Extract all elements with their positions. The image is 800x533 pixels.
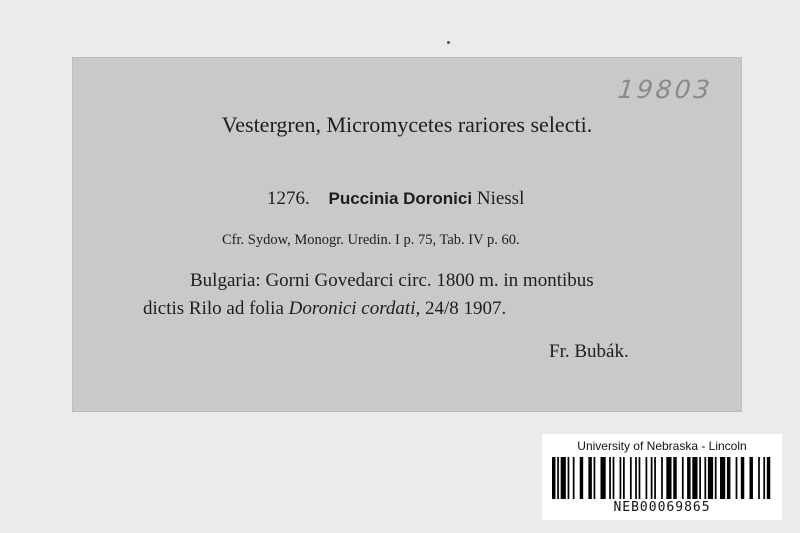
barcode-bar [630,457,632,499]
barcode-bar [613,457,615,499]
species-author: Niessl [476,188,525,209]
locality-line-2 [143,298,506,320]
barcode-bar [557,457,559,499]
exsiccata-line [267,188,524,210]
barcode-bar [623,457,625,499]
barcode-bar [654,457,656,499]
barcode-bar [767,457,770,499]
barcode-bar [635,457,637,499]
barcode-bar [704,457,706,499]
handwritten-accession-number: 19803 [616,75,715,104]
barcode-bar [673,457,676,499]
barcode-bar [741,457,744,499]
barcode-bar [561,457,566,499]
barcode-bar [720,457,725,499]
barcode-bar [715,457,717,499]
barcode-bar [708,457,713,499]
barcode-bar [758,457,760,499]
barcode-bar [646,457,648,499]
barcode-bar [609,457,611,499]
barcode-bar [727,457,730,499]
barcode-label [542,434,782,520]
barcode-bar [661,457,663,499]
locality-line-2-start: dictis Rilo ad folia [143,298,284,319]
barcode-bar [568,457,570,499]
sheet-speck [447,41,450,44]
barcode-image [552,457,772,499]
literature-reference: Cfr. Sydow, Monogr. Uredin. I p. 75, Tab. IV p. 60. [222,232,520,248]
series-title: Vestergren, Micromycetes rariores selecti. [221,112,593,137]
barcode-bar [763,457,765,499]
collection-date: 24/8 1907. [425,298,507,319]
barcode-bar [692,457,697,499]
exsiccata-number: 1276. [267,188,310,209]
barcode-bar [594,457,596,499]
barcode-bar [699,457,701,499]
barcode-bar [682,457,684,499]
barcode-bar [620,457,622,499]
barcode-bar [666,457,671,499]
collector-name: Fr. Bubák. [549,341,629,362]
barcode-bar [601,457,606,499]
barcode-bar [580,457,583,499]
species-name: Puccinia Doronici [328,189,473,208]
barcode-bar [687,457,690,499]
barcode-bar [651,457,653,499]
barcode-bar [573,457,575,499]
locality-line-1: Bulgaria: Gorni Govedarci circ. 1800 m. in montibus [190,270,594,291]
host-plant: Doronici cordati, [288,298,421,319]
barcode-bar [639,457,641,499]
specimen-label [72,57,742,412]
barcode-number: NEB00069865 [613,500,711,515]
barcode-bar [552,457,555,499]
barcode-bar [588,457,591,499]
barcode-bar [736,457,738,499]
barcode-bar [749,457,752,499]
institution-name: University of Nebraska - Lincoln [577,439,747,453]
